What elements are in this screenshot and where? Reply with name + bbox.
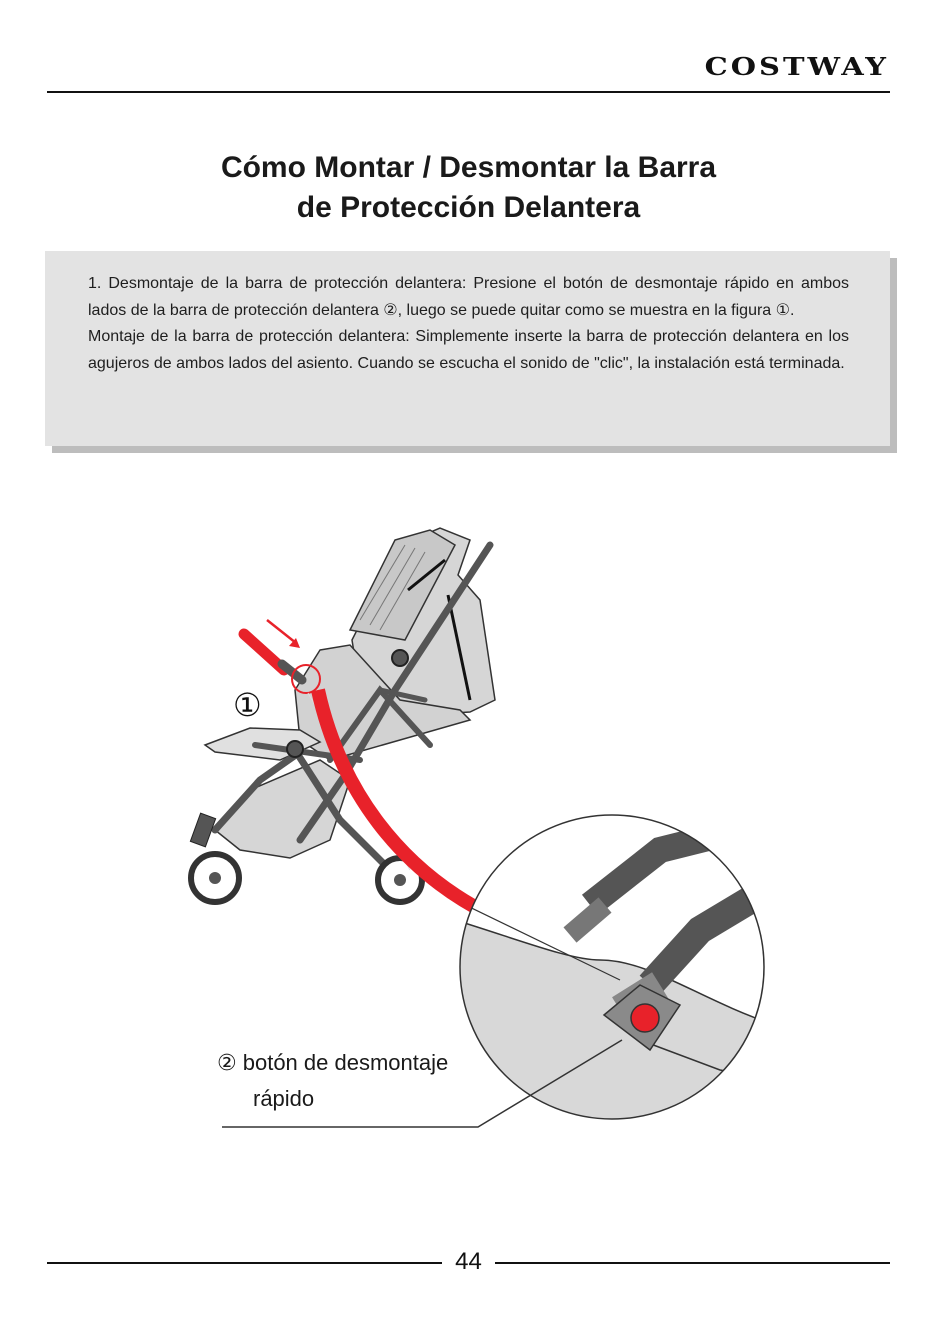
title-line-1: Cómo Montar / Desmontar la Barra (220, 151, 717, 184)
frame-hinge-front (287, 741, 303, 757)
instructions-box (45, 251, 890, 446)
brand-logo: COSTWAY (704, 52, 889, 81)
callout-number: ② (217, 1050, 237, 1075)
header-rule (47, 91, 890, 93)
release-button (631, 1004, 659, 1032)
title-line-2: de Protección Delantera (296, 191, 641, 224)
direction-arrow (267, 620, 296, 643)
callout-line-2: rápido (253, 1086, 315, 1111)
page-title (0, 148, 937, 228)
page-number: 44 (455, 1248, 482, 1275)
instructions-paragraph-2: Montaje de la barra de protección delantera: Simplemente inserte la barra de protección delantera en los agujeros de ambos lados del asiento. Cuando se escucha el sonido de "clic", la instalación está terminada. (88, 328, 849, 372)
figure-marker-1: ① (233, 687, 262, 723)
stroller-illustration (0, 500, 937, 1160)
footer-rule-right (495, 1262, 890, 1264)
instructions-paragraph-1: 1. Desmontaje de la barra de protección delantera: Presione el botón de desmontaje rápido en ambos lados de la barra de protección delantera ②, luego se puede quitar como se muestra en la figura ①. (88, 275, 849, 319)
frame-hinge-rear (392, 650, 408, 666)
callout-label (217, 1045, 448, 1117)
footer-rule-left (47, 1262, 442, 1264)
callout-line-1: botón de desmontaje (242, 1050, 449, 1075)
